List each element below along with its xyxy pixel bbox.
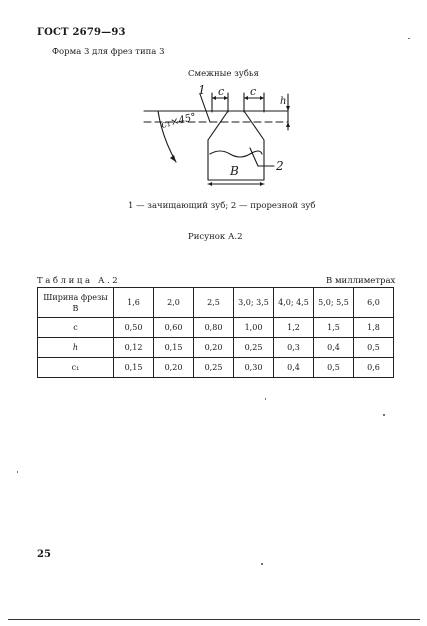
table-cell: 1,00: [234, 318, 274, 338]
row-label-cell: h: [38, 338, 114, 358]
table-label: Таблица А.2: [37, 276, 121, 286]
table-cell: 0,6: [354, 358, 394, 378]
footer-rule: [8, 619, 420, 620]
table-cell: 0,20: [154, 358, 194, 378]
table-cell: 0,4: [274, 358, 314, 378]
arrowhead: [260, 182, 264, 186]
table-cell: 0,5: [314, 358, 354, 378]
h-label: h: [280, 96, 287, 107]
figure-title: Смежные зубья: [188, 69, 259, 79]
table-cell: 0,60: [154, 318, 194, 338]
table-cell: 0,25: [234, 338, 274, 358]
table-cell: 0,4: [314, 338, 354, 358]
table-cell: 0,15: [114, 358, 154, 378]
arrowhead: [224, 96, 228, 100]
row-label-cell: c: [38, 318, 114, 338]
arrowhead: [286, 122, 290, 127]
c-right-label: c: [250, 85, 257, 98]
width-label: B: [230, 164, 239, 178]
table-cell: 0,80: [194, 318, 234, 338]
scan-speck: [17, 471, 18, 473]
table-cell: 1,8: [354, 318, 394, 338]
c-left-label: c: [218, 85, 225, 98]
header-cell: 6,0: [354, 288, 394, 318]
page-number: 25: [37, 549, 51, 560]
figure-legend: 1 — зачищающий зуб; 2 — прорезной зуб: [128, 201, 316, 211]
callout-1-label: 1: [198, 83, 206, 97]
table-cell: 0,20: [194, 338, 234, 358]
arrowhead: [208, 182, 212, 186]
arrowhead: [286, 106, 290, 111]
header-cell: 2,0: [154, 288, 194, 318]
table-cell: 0,12: [114, 338, 154, 358]
table-cell: 0,3: [274, 338, 314, 358]
table-cell: 1,2: [274, 318, 314, 338]
form-caption: Форма 3 для фрез типа 3: [52, 47, 165, 57]
arrowhead: [260, 96, 264, 100]
table-row: [38, 318, 394, 338]
figure-caption: Рисунок А.2: [188, 232, 243, 242]
header-label-line-1: Ширина фрезы: [43, 292, 108, 302]
arrowhead: [244, 96, 248, 100]
header-cell: 4,0; 4,5: [274, 288, 314, 318]
tooth-profile-drawing: [140, 82, 300, 190]
table-cell: 0,15: [154, 338, 194, 358]
header-cell: 1,6: [114, 288, 154, 318]
scan-speck: [261, 563, 263, 565]
scan-speck: [408, 38, 410, 39]
table-row: [38, 338, 394, 358]
scan-speck: [265, 398, 266, 400]
table-cell: 0,30: [234, 358, 274, 378]
table-unit: В миллиметрах: [326, 276, 396, 286]
header-cell: 3,0; 3,5: [234, 288, 274, 318]
header-cell-width: [38, 288, 114, 318]
scan-speck: [383, 414, 385, 416]
header-label-line-2: B: [72, 303, 79, 313]
header-cell: 5,0; 5,5: [314, 288, 354, 318]
table-cell: 0,25: [194, 358, 234, 378]
callout-1-leader: [200, 94, 210, 122]
header-cell: 2,5: [194, 288, 234, 318]
arrowhead: [212, 96, 216, 100]
table-header-row: [38, 288, 394, 318]
document-header: ГОСТ 2679—93: [37, 27, 126, 38]
dimension-table: [37, 287, 394, 378]
table-row: [38, 358, 394, 378]
callout-2-label: 2: [276, 159, 284, 173]
table-cell: 1,5: [314, 318, 354, 338]
arrowhead: [170, 155, 176, 162]
c1-chamfer-label: c₁×45°: [160, 111, 198, 131]
row-label-cell: c₁: [38, 358, 114, 378]
table-cell: 0,5: [354, 338, 394, 358]
table-cell: 0,50: [114, 318, 154, 338]
